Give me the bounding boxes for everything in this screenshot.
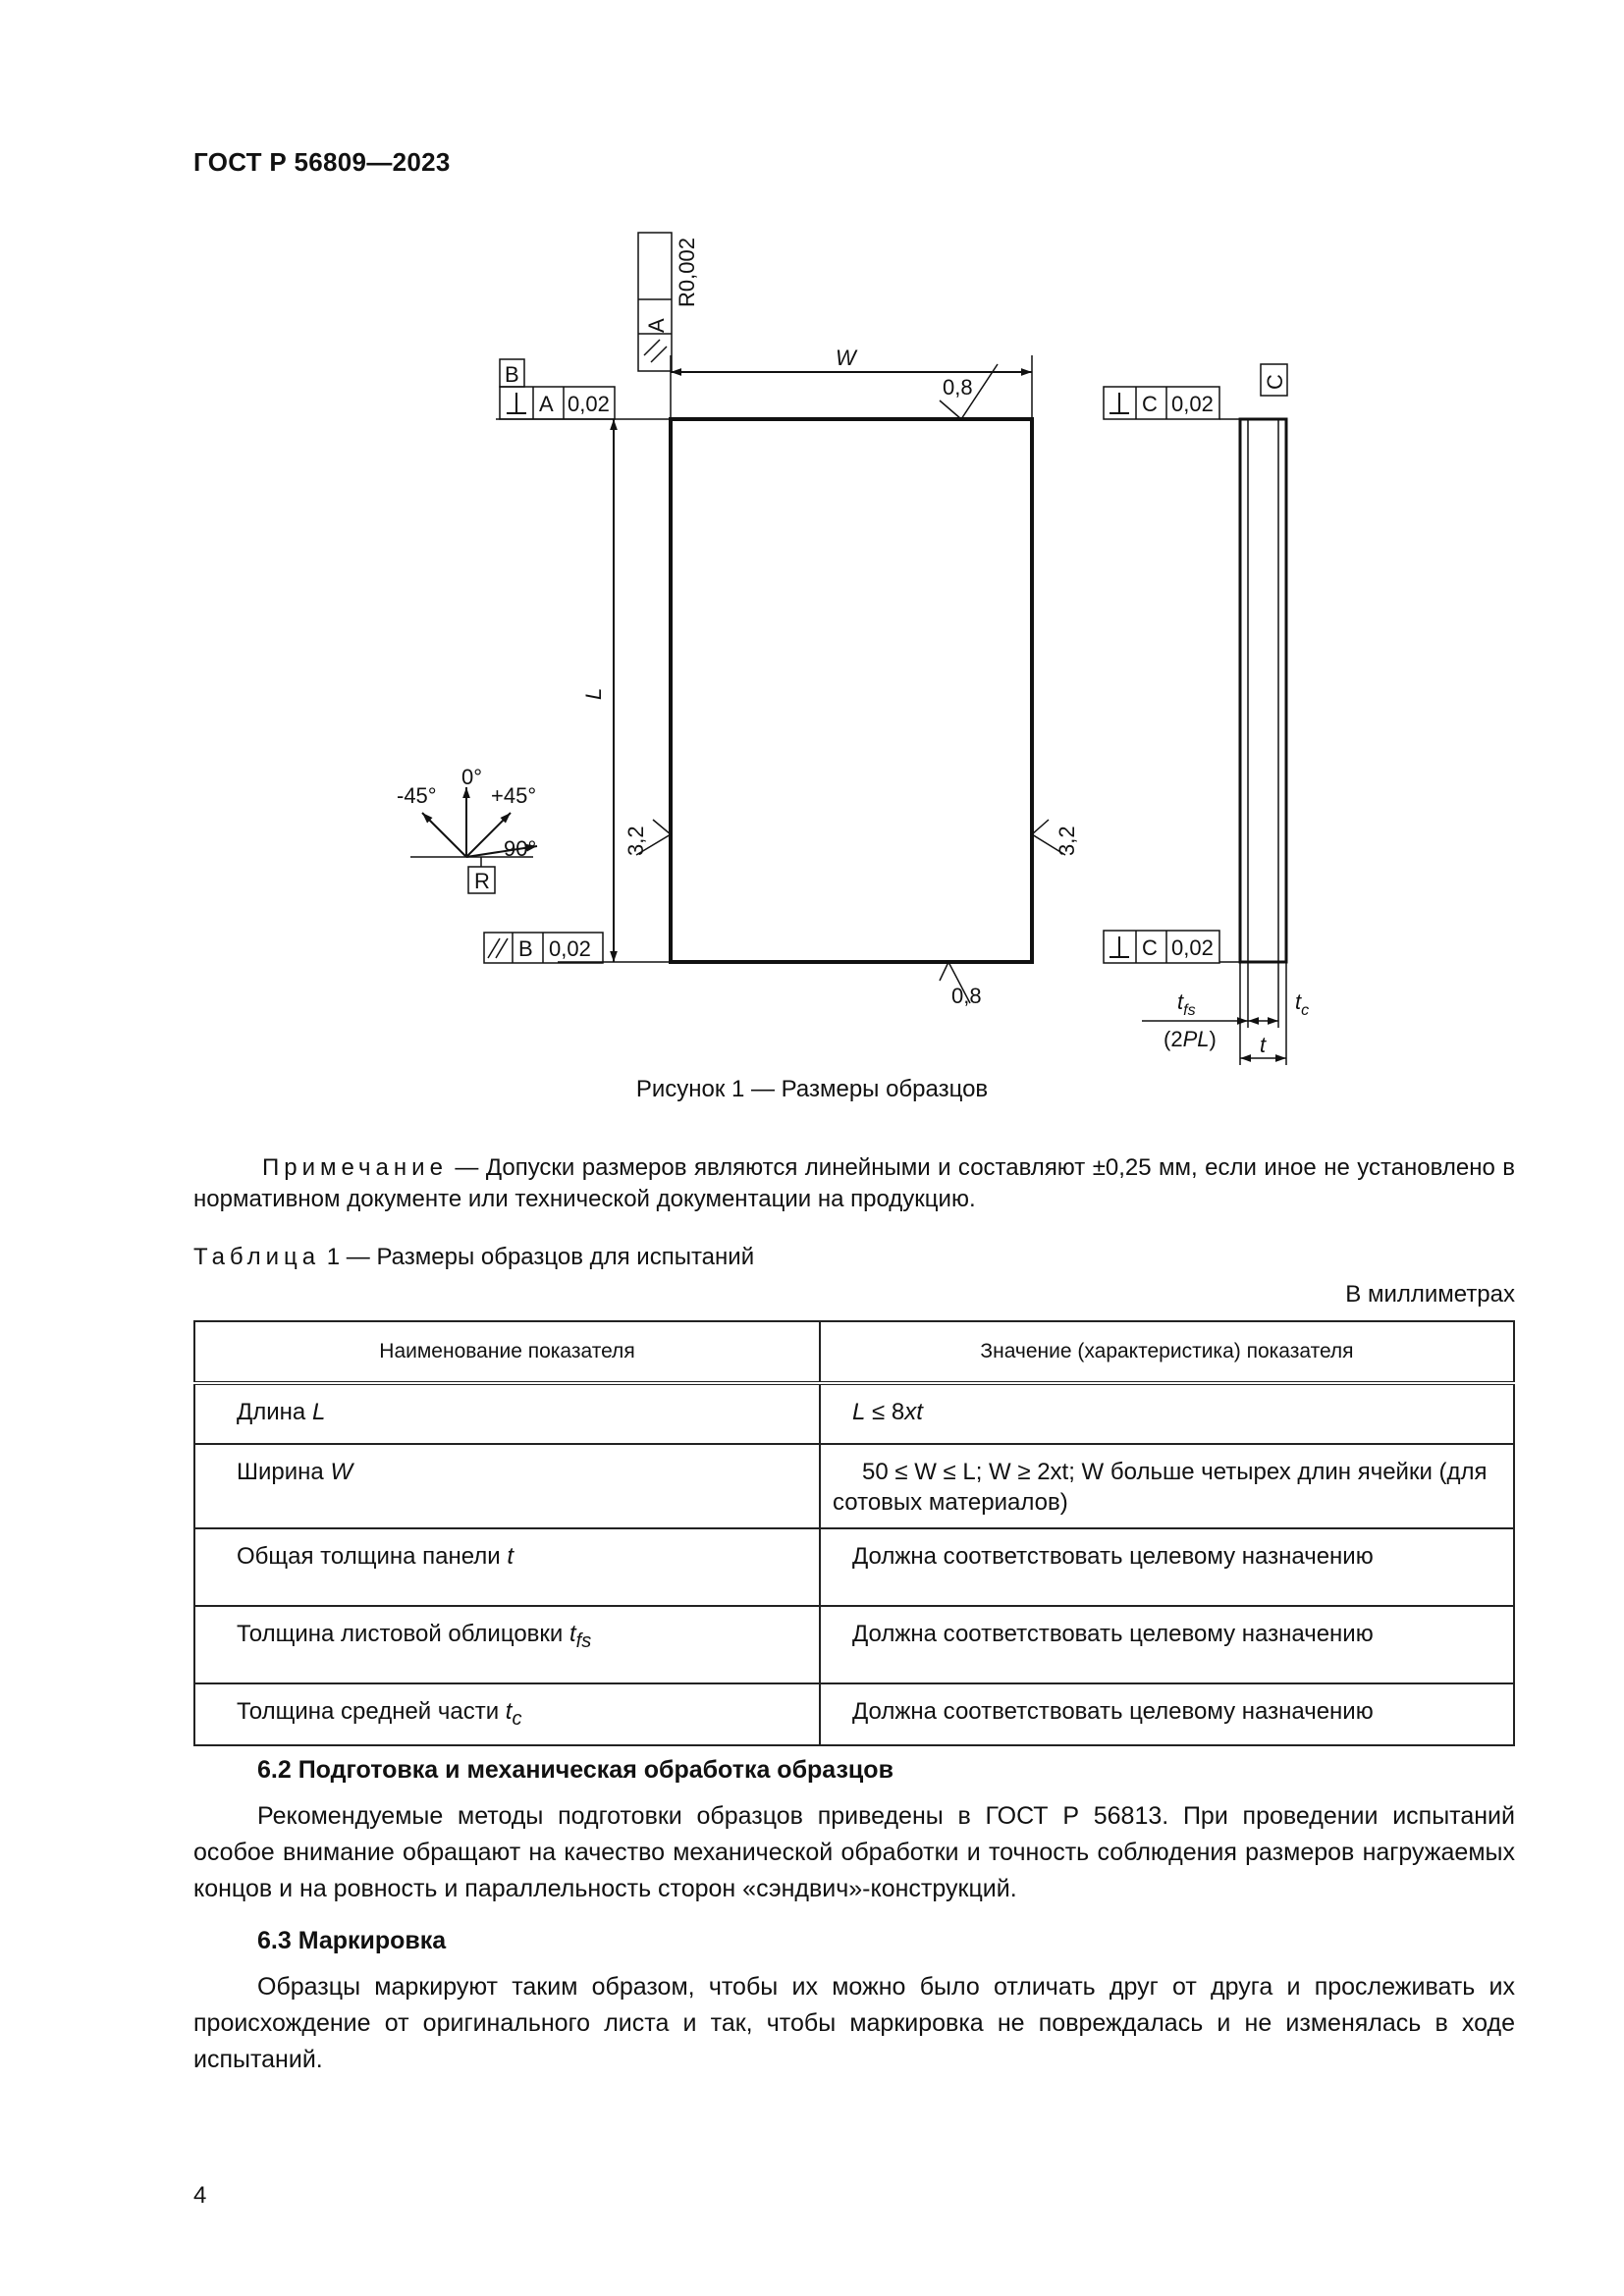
fcf-c-bottom-value: 0,02 (1171, 935, 1214, 960)
fcf-c-bottom-datum: C (1142, 935, 1158, 960)
fcf-a-datum: A (539, 392, 554, 416)
table-row (194, 1606, 1514, 1683)
datum-r-label: R (474, 869, 490, 893)
width-label: W (836, 346, 856, 370)
row-name: Толщина средней части $t_c$ (194, 1683, 820, 1745)
t-fs-label: $t_{fs}$ (1177, 989, 1196, 1019)
page-number: 4 (193, 2182, 207, 2209)
row-value: Должна соответствовать целевому назначению (820, 1528, 1514, 1606)
datum-a-label-vertical: A (644, 318, 669, 333)
table-caption (193, 1244, 754, 1271)
roughness-left-label: 3,2 (623, 826, 648, 856)
roughness-bottom-label: 0,8 (951, 984, 982, 1008)
table-row (194, 1683, 1514, 1745)
note-text: — Допуски размеров являются линейными и составляют ±0,25 мм, если иное не установлено в нормативном документе или технической документации на продукцию. (193, 1154, 1515, 1212)
section-6-3-text: Образцы маркируют таким образом, чтобы их можно было отличать друг от друга и прослеживать их происхождение от оригинального листа и так, чтобы маркировка не повреждалась и не изменялась в ходе испытаний. (193, 1973, 1515, 2073)
row-name: Общая толщина панели t (194, 1528, 820, 1606)
fcf-b-value: 0,02 (549, 936, 591, 961)
table-row (194, 1444, 1514, 1528)
fcf-b-datum: B (518, 936, 533, 961)
table-units: В миллиметрах (1345, 1281, 1515, 1308)
radius-label: R0,002 (675, 238, 699, 307)
row-value: Должна соответствовать целевому назначению (820, 1606, 1514, 1683)
figure-note (193, 1152, 1515, 1215)
header-indicator-name: Наименование показателя (194, 1321, 820, 1383)
angle-90-label: 90° (504, 836, 537, 861)
row-name: Толщина листовой облицовки $t_{fs}$ (194, 1606, 820, 1683)
parallelism-frame-a (638, 233, 672, 371)
table-row (194, 1528, 1514, 1606)
table-header-row (194, 1321, 1514, 1383)
section-6-2-text: Рекомендуемые методы подготовки образцов приведены в ГОСТ Р 56813. При проведении испытаний особое внимание обращают на качество механической обработки и точность соблюдения размеров нагружаемых концов и на ровность и параллельность сторон «сэндвич»-конструкций. (193, 1802, 1515, 1902)
fcf-c-top-value: 0,02 (1171, 392, 1214, 416)
fcf-c-top-datum: C (1142, 392, 1158, 416)
two-pl-label: (2PL) (1164, 1027, 1217, 1051)
section-6-3-title: 6.3 Маркировка (257, 1927, 447, 1954)
roughness-top-label: 0,8 (943, 375, 973, 400)
t-c-label: $t_c$ (1295, 989, 1310, 1019)
section-6-2-title: 6.2 Подготовка и механическая обработка образцов (257, 1756, 893, 1784)
specimen-side-view (1240, 419, 1286, 962)
table-caption-text: 1 — Размеры образцов для испытаний (320, 1244, 755, 1270)
roughness-right-label: 3,2 (1055, 826, 1079, 856)
t-total-label: t (1260, 1033, 1267, 1057)
header-indicator-value: Значение (характеристика) показателя (820, 1321, 1514, 1383)
datum-b-label: B (505, 362, 519, 387)
note-lead: Примечание (262, 1154, 448, 1181)
angle-minus45-label: -45° (397, 783, 437, 808)
fcf-a-value: 0,02 (568, 392, 610, 416)
row-value: 50 ≤ W ≤ L; W ≥ 2xt; W больше четырех длин ячейки (для сотовых материалов) (820, 1444, 1514, 1528)
angle-plus45-label: +45° (491, 783, 537, 808)
document-header: ГОСТ Р 56809—2023 (193, 147, 451, 177)
row-name: Ширина W (194, 1444, 820, 1528)
length-label: L (581, 687, 606, 700)
specimen-dimensions-figure (0, 0, 1624, 1099)
specimen-dimensions-table (193, 1320, 1515, 1746)
datum-c-label: C (1263, 374, 1287, 390)
angle-0-label: 0° (461, 765, 483, 789)
table-row (194, 1383, 1514, 1444)
figure-caption: Рисунок 1 — Размеры образцов (635, 1076, 989, 1102)
row-value: Должна соответствовать целевому назначению (820, 1683, 1514, 1745)
row-value: L ≤ 8xt (820, 1383, 1514, 1444)
specimen-front-view (671, 419, 1032, 962)
table-caption-lead: Таблица (193, 1244, 321, 1270)
row-name: Длина L (194, 1383, 820, 1444)
